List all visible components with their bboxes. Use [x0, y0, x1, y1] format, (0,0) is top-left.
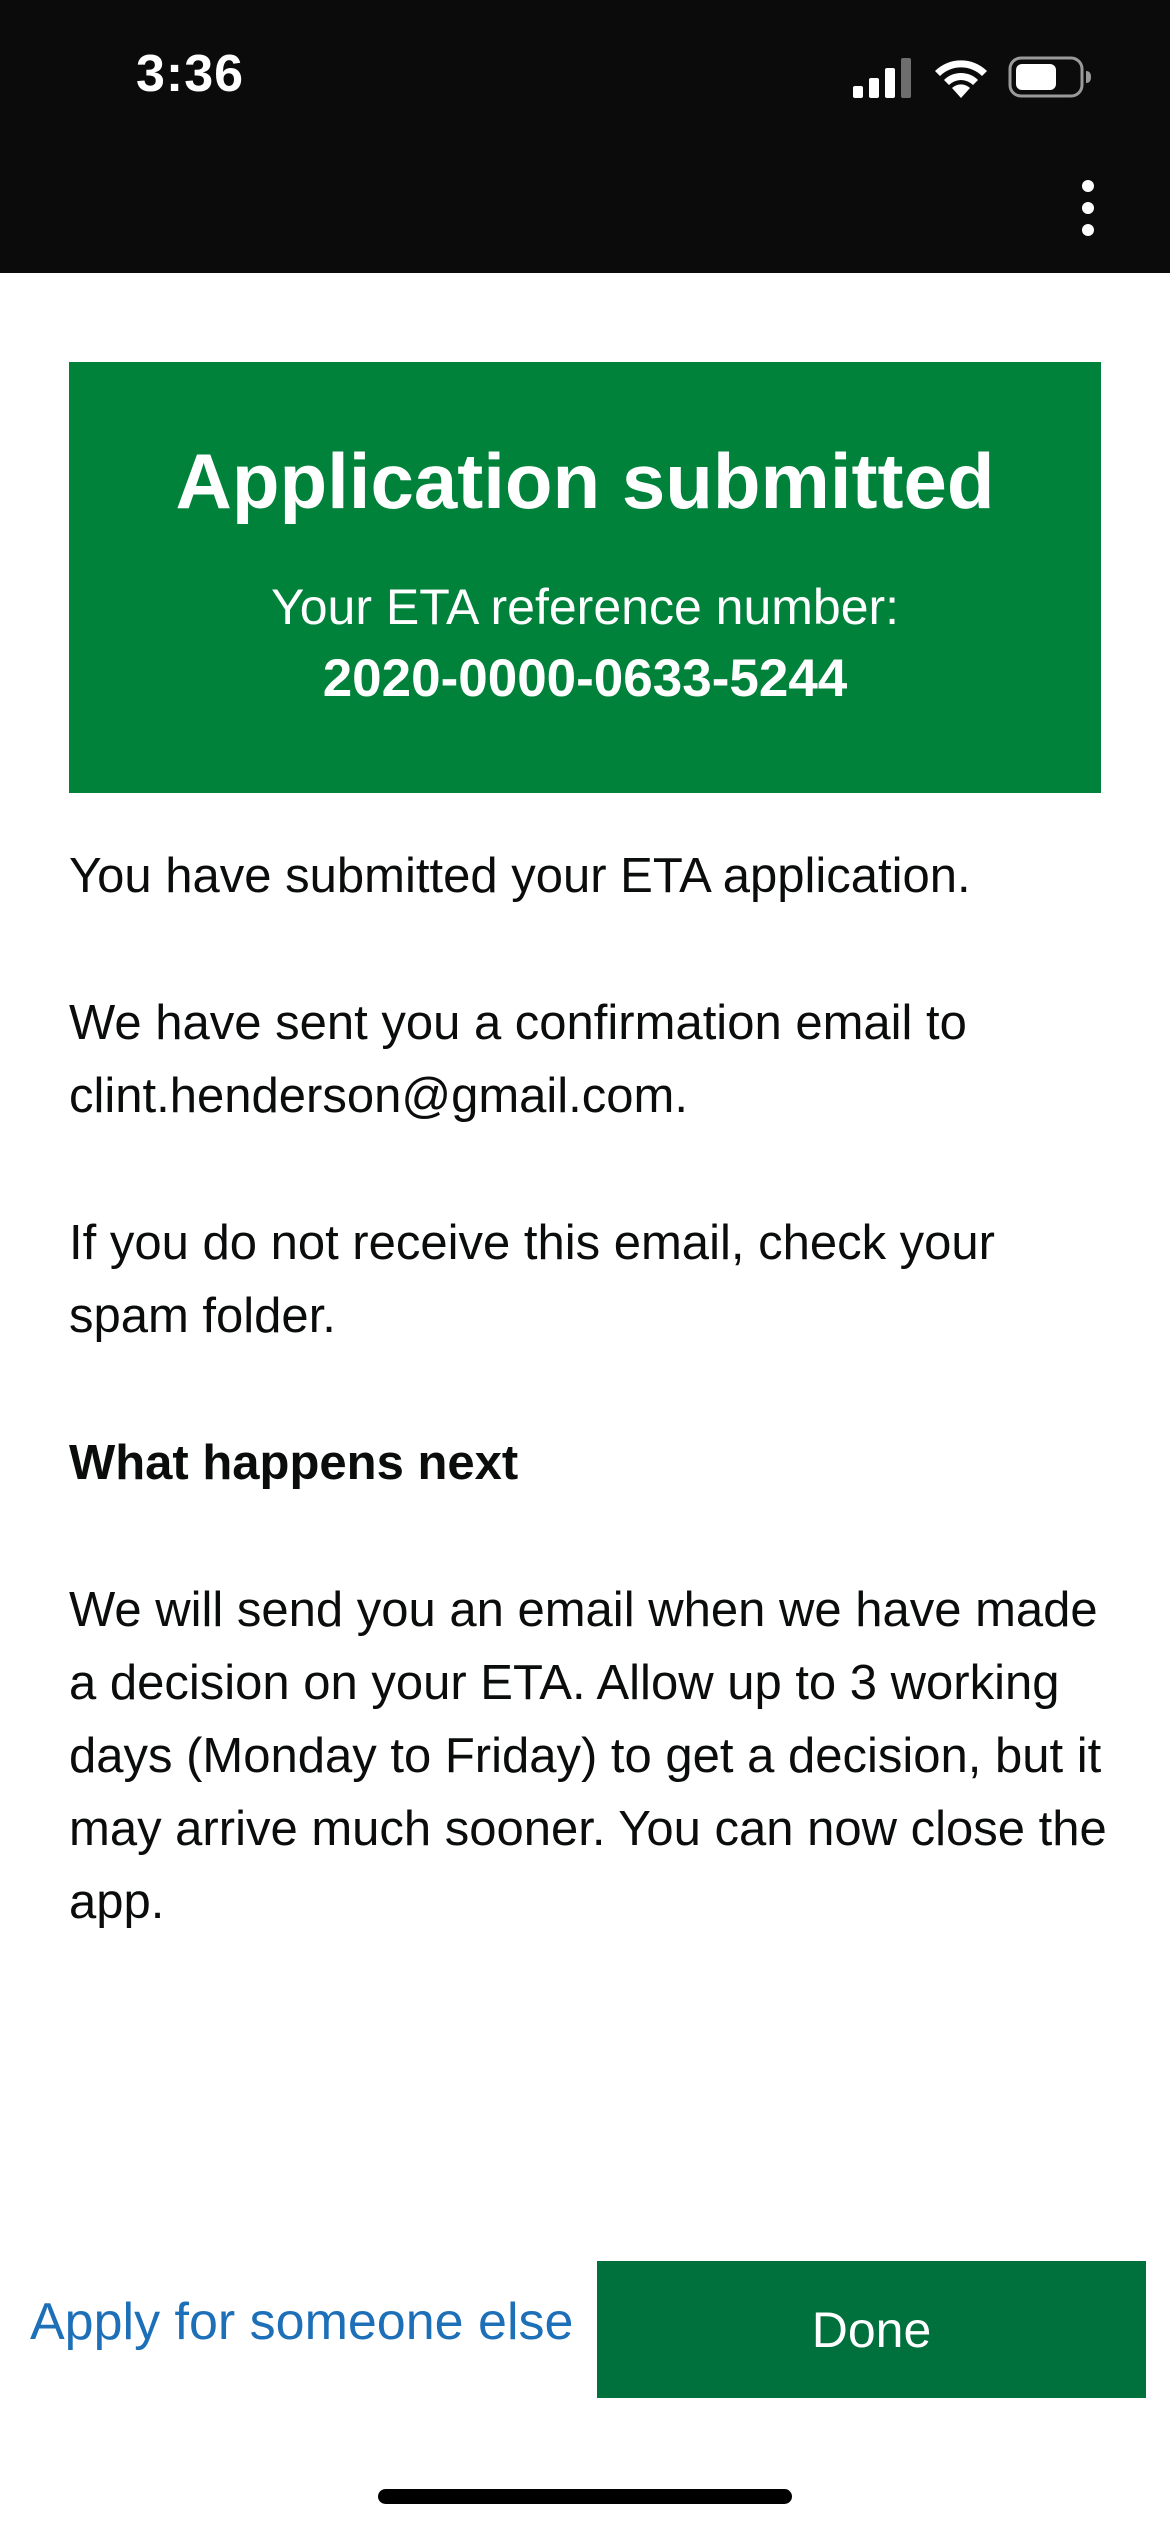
status-time: 3:36 — [136, 45, 245, 103]
wifi-icon — [932, 56, 990, 98]
confirmation-panel — [69, 362, 1101, 793]
status-bar — [0, 0, 1170, 273]
submitted-text: You have submitted your ETA application. — [69, 849, 971, 903]
done-button[interactable]: Done — [597, 2261, 1146, 2398]
battery-icon — [1008, 56, 1092, 98]
reference-number: 2020-0000-0633-5244 — [322, 649, 848, 708]
spam-folder-text: If you do not receive this email, check your spam folder. — [69, 1216, 995, 1343]
more-vertical-icon[interactable] — [1070, 178, 1106, 238]
email-sent-text: We have sent you a confirmation email to clint.henderson@gmail.com. — [69, 996, 967, 1123]
signal-icon — [853, 58, 915, 98]
panel-title: Application submitted — [175, 437, 995, 525]
what-happens-next-heading: What happens next — [69, 1436, 519, 1490]
apply-for-someone-else-link[interactable]: Apply for someone else — [30, 2293, 574, 2351]
decision-info-text: We will send you an email when we have made a decision on your ETA. Allow up to 3 working days (Monday to Friday) to get a decision, but it may arrive much sooner. You can now close the app. — [69, 1583, 1107, 1929]
reference-label: Your ETA reference number: — [270, 579, 900, 635]
main-content — [69, 840, 1109, 2013]
home-indicator[interactable] — [378, 2489, 792, 2504]
